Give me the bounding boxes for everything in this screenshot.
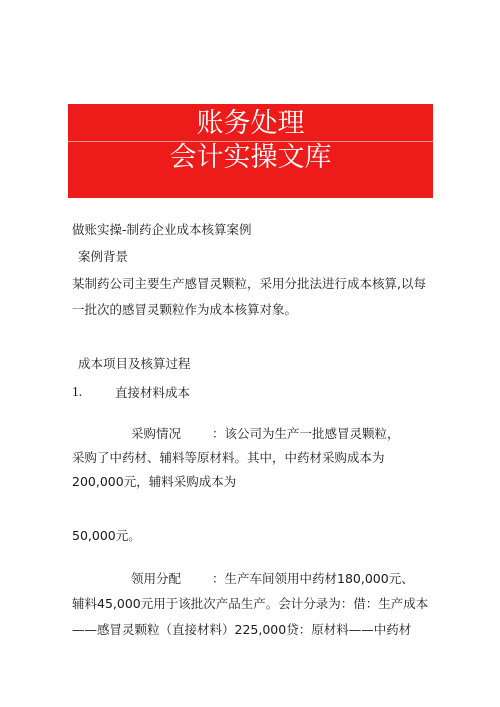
background-paragraph-line1: 某制药公司主要生产感冒灵颗粒，采用分批法进行成本核算,以每 <box>72 276 426 291</box>
purchase-line4: 50,000元。 <box>72 528 141 543</box>
item-title: 直接材料成本 <box>115 385 191 400</box>
banner-title-line1: 账务处理 <box>196 108 305 139</box>
section-heading-background: 案例背景 <box>78 249 129 264</box>
purchase-text: ：该公司为生产一批感冒灵颗粒， <box>212 426 400 441</box>
purchase-label: 采购情况 <box>131 426 182 441</box>
usage-line2: 辅料45,000元用于该批次产品生产。会计分录为：借：生产成本 <box>72 596 429 611</box>
document-heading: 做账实操-制药企业成本核算案例 <box>72 222 252 237</box>
item-number: 1. <box>72 384 83 399</box>
banner-title-line2: 会计实操文库 <box>169 142 332 173</box>
background-paragraph-line2: 一批次的感冒灵颗粒作为成本核算对象。 <box>72 302 298 317</box>
usage-text: ：生产车间领用中药材180,000元、 <box>212 571 414 586</box>
title-banner <box>68 104 433 198</box>
purchase-line2: 采购了中药材、辅料等原材料。其中，中药材采购成本为 <box>72 450 385 465</box>
usage-line3: ——感冒灵颗粒（直接材料）225,000贷：原材料——中药材 <box>72 622 412 637</box>
section-heading-process: 成本项目及核算过程 <box>78 356 191 371</box>
usage-label: 领用分配 <box>131 571 182 586</box>
purchase-line3: 200,000元，辅料采购成本为 <box>72 474 237 489</box>
